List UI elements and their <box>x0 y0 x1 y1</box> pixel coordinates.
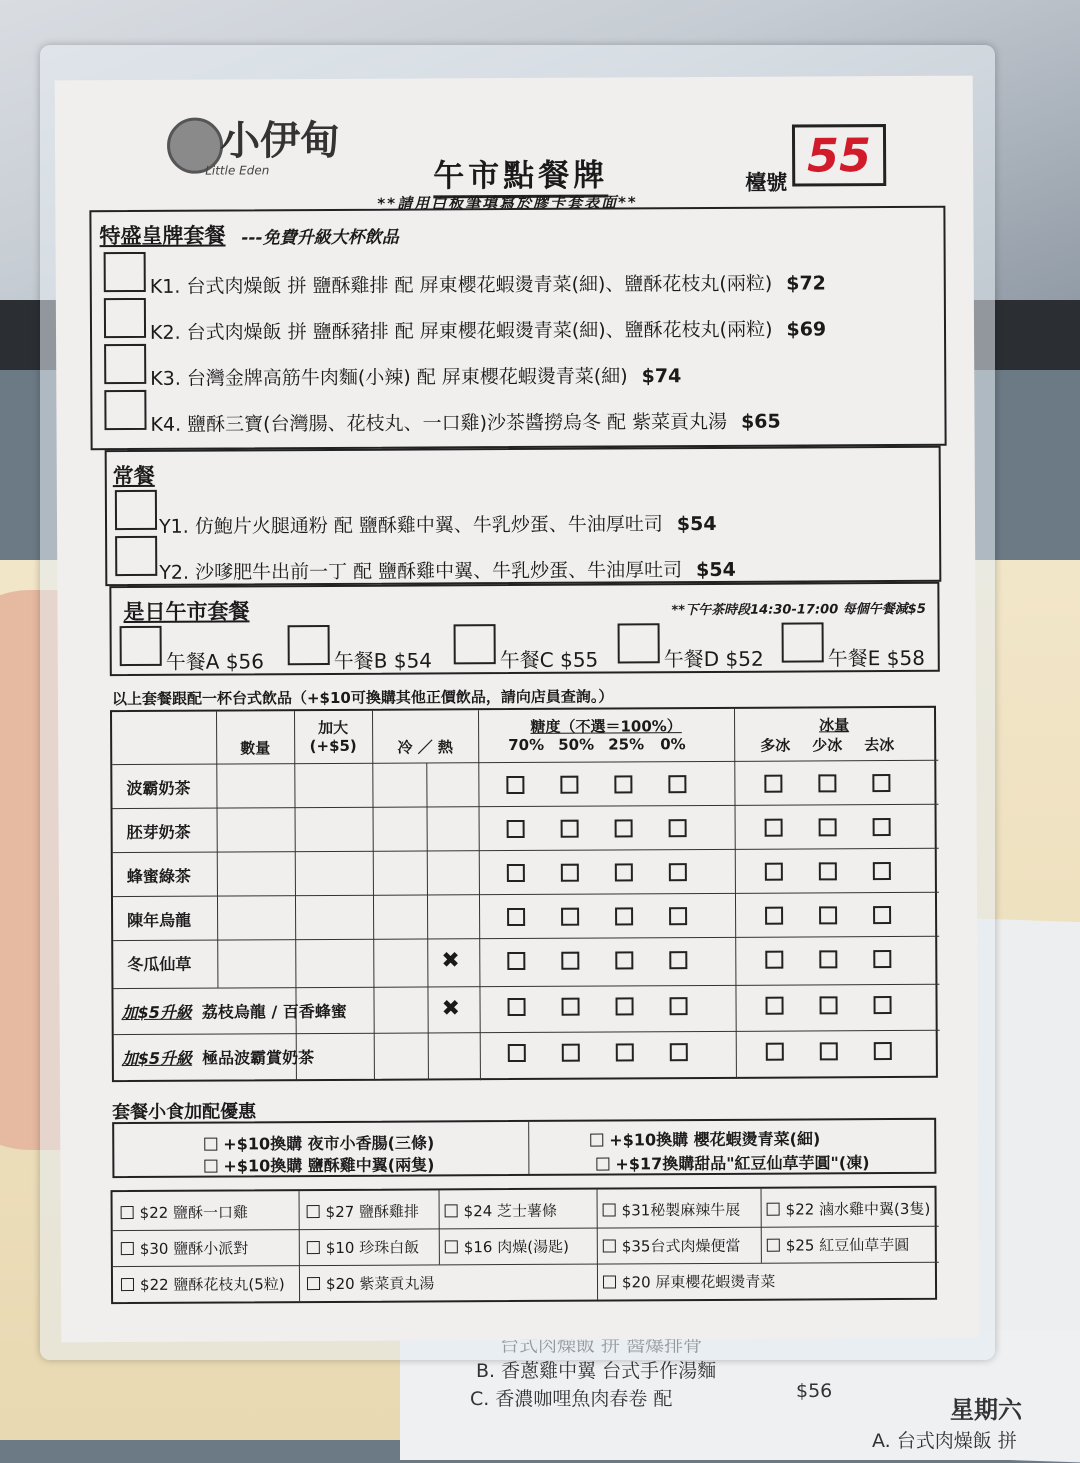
ice-checkbox[interactable] <box>872 774 890 792</box>
snack-checkbox[interactable] <box>590 1134 603 1147</box>
k4-checkbox[interactable] <box>104 390 146 430</box>
sugar-checkbox[interactable] <box>507 820 525 838</box>
individual-item-checkbox[interactable] <box>767 1239 780 1252</box>
sugar-checkbox[interactable] <box>508 1044 526 1062</box>
individual-item-checkbox[interactable] <box>445 1204 458 1217</box>
table-number-label: 檯號 <box>745 170 788 195</box>
drink-name: 冬瓜仙草 <box>127 954 192 975</box>
individual-item-checkbox[interactable] <box>603 1275 616 1288</box>
individual-item: $16 肉燥(湯匙) <box>445 1236 569 1258</box>
sugar-checkbox[interactable] <box>507 864 525 882</box>
lunch-e: 午餐E $58 <box>827 645 925 671</box>
menu-item-y2: Y2. 沙嗲肥牛出前一丁 配 鹽酥雞中翼、牛乳炒蛋、牛油厚吐司 $54 <box>159 558 736 584</box>
menu-item-k2: K2. 台式肉燥飯 拼 鹽酥豬排 配 屏東櫻花蝦燙青菜(細)、鹽酥花枝丸(兩粒) $69 <box>149 318 827 344</box>
lunch-b: 午餐B $54 <box>333 648 433 673</box>
snack-left-2: +$10換購 鹽酥雞中翼(兩隻) <box>204 1152 434 1176</box>
sugar-checkbox[interactable] <box>615 951 633 969</box>
bottom-day: 星期六 <box>950 1396 1022 1424</box>
ice-checkbox[interactable] <box>820 1042 838 1060</box>
sugar-checkbox[interactable] <box>561 908 579 926</box>
k1-checkbox[interactable] <box>104 252 146 292</box>
drink-name-upgrade: 加$5升級 荔枝烏龍 / 百香蜂蜜 <box>121 1001 347 1023</box>
sugar-70: 70% <box>508 735 545 755</box>
sugar-checkbox[interactable] <box>561 952 579 970</box>
lunch-c-checkbox[interactable] <box>454 624 496 664</box>
individual-item: $31秘製麻辣牛展 <box>603 1199 741 1221</box>
drink-name: 蜂蜜綠茶 <box>126 866 191 887</box>
individual-item: $22 滷水雞中翼(3隻) <box>767 1198 931 1220</box>
sugar-checkbox[interactable] <box>562 1044 580 1062</box>
ice-checkbox[interactable] <box>819 862 837 880</box>
daily-title: 是日午市套餐 <box>123 599 250 625</box>
drink-name: 陳年烏龍 <box>127 910 192 931</box>
header-qty: 數量 <box>240 739 271 758</box>
drink-name: 波霸奶茶 <box>126 778 191 799</box>
snacks-title: 套餐小食加配優惠 <box>112 1101 257 1124</box>
ice-checkbox[interactable] <box>765 819 783 837</box>
sugar-checkbox[interactable] <box>561 864 579 882</box>
sugar-checkbox[interactable] <box>560 776 578 794</box>
individual-item: $25 紅豆仙草芋圓 <box>767 1234 910 1256</box>
ice-checkbox[interactable] <box>820 996 838 1014</box>
sugar-checkbox[interactable] <box>561 820 579 838</box>
individual-item: $35台式肉燥便當 <box>603 1235 741 1257</box>
header-temp: 冷 ／ 熱 <box>397 738 453 757</box>
cross-mark: ✖ <box>441 948 460 974</box>
ice-checkbox[interactable] <box>765 863 783 881</box>
drink-name-upgrade: 加$5升級 極品波霸賞奶茶 <box>121 1048 315 1069</box>
sugar-checkbox[interactable] <box>562 998 580 1016</box>
ice-checkbox[interactable] <box>819 906 837 924</box>
individual-items <box>113 1188 935 1294</box>
sugar-checkbox[interactable] <box>669 907 687 925</box>
page-title: 午市點餐牌 <box>433 150 608 199</box>
bottom-line: C. 香濃咖哩魚肉春卷 配 <box>470 1388 673 1410</box>
menu-item-k3: K3. 台灣金牌高筋牛肉麵(小辣) 配 屏東櫻花蝦燙青菜(細) $74 <box>150 365 682 390</box>
regular-title: 常餐 <box>112 463 155 489</box>
bottom-line: B. 香蔥雞中翼 台式手作湯麵 <box>476 1360 717 1382</box>
snack-right-2: +$17換購甜品"紅豆仙草芋圓"(凍) <box>596 1150 869 1174</box>
lunch-e-checkbox[interactable] <box>782 622 824 662</box>
ice-checkbox[interactable] <box>873 950 891 968</box>
sugar-checkbox[interactable] <box>670 997 688 1015</box>
snacks-section <box>112 1118 936 1178</box>
sugar-checkbox[interactable] <box>615 819 633 837</box>
individual-item: $24 芝士薯條 <box>445 1200 558 1222</box>
individual-item-checkbox[interactable] <box>307 1277 320 1290</box>
snack-checkbox[interactable] <box>204 1138 217 1151</box>
cross-mark: ✖ <box>441 996 461 1022</box>
individual-item-checkbox[interactable] <box>307 1205 320 1218</box>
order-sheet <box>55 76 980 1343</box>
lunch-c: 午餐C $55 <box>499 647 599 673</box>
sugar-checkbox[interactable] <box>668 775 686 793</box>
premium-note: ---免費升級大杯飲品 <box>241 227 399 249</box>
drink-name: 胚芽奶茶 <box>126 822 191 843</box>
ice-checkbox[interactable] <box>766 1043 784 1061</box>
sugar-checkbox[interactable] <box>616 1043 634 1061</box>
bottom-price: $56 <box>796 1380 833 1402</box>
ice-checkbox[interactable] <box>819 818 837 836</box>
individual-item: $20 紫菜貢丸湯 <box>307 1272 435 1294</box>
header-upsize-price: (+$5) <box>309 736 357 756</box>
sugar-checkbox[interactable] <box>616 997 634 1015</box>
sugar-checkbox[interactable] <box>508 998 526 1016</box>
sugar-checkbox[interactable] <box>615 863 633 881</box>
individual-item: $27 鹽酥雞排 <box>307 1201 420 1223</box>
ice-checkbox[interactable] <box>764 775 782 793</box>
ice-checkbox[interactable] <box>819 950 837 968</box>
lunch-a: 午餐A $56 <box>165 649 265 674</box>
ice-more: 多冰 <box>760 736 791 755</box>
logo-subtitle: Little Eden <box>205 163 270 178</box>
individual-item: $20 屏東櫻花蝦燙青菜 <box>603 1271 776 1293</box>
daily-lunch-section <box>109 582 939 676</box>
snack-checkbox[interactable] <box>204 1160 217 1173</box>
lunch-a-checkbox[interactable] <box>120 626 162 666</box>
y1-checkbox[interactable] <box>115 490 157 530</box>
page-subtitle: **請用白板筆填寫於膠卡套表面** <box>377 193 638 213</box>
header-sugar: 糖度（不選＝100%） <box>530 717 682 736</box>
lunch-d-checkbox[interactable] <box>618 623 660 663</box>
header-ice: 冰量 <box>819 716 850 735</box>
sugar-checkbox[interactable] <box>669 951 687 969</box>
lunch-d: 午餐D $52 <box>663 646 764 672</box>
drinks-table <box>110 706 938 1082</box>
individual-item: $22 鹽酥一口雞 <box>121 1201 249 1223</box>
individual-item-checkbox[interactable] <box>445 1240 458 1253</box>
table-number-field[interactable]: 55 <box>792 124 886 186</box>
snack-checkbox[interactable] <box>596 1158 609 1171</box>
premium-title: 特盛皇牌套餐 <box>99 223 226 249</box>
snack-right-1: +$10換購 櫻花蝦燙青菜(細) <box>590 1126 820 1150</box>
individual-item-checkbox[interactable] <box>121 1242 134 1255</box>
menu-item-k4: K4. 鹽酥三寶(台灣腸、花枝丸、一口雞)沙茶醬撈烏冬 配 紫菜貢丸湯 $65 <box>150 410 781 436</box>
menu-item-k1: K1. 台式肉燥飯 拼 鹽酥雞排 配 屏東櫻花蝦燙青菜(細)、鹽酥花枝丸(兩粒) $72 <box>149 272 826 298</box>
daily-note: **下午茶時段14:30-17:00 每個午餐減$5 <box>671 601 926 619</box>
individual-item-checkbox[interactable] <box>603 1239 616 1252</box>
individual-item: $22 鹽酥花枝丸(5粒) <box>121 1273 285 1295</box>
sugar-checkbox[interactable] <box>669 863 687 881</box>
header-upsize: 加大 <box>318 718 349 738</box>
menu-item-y1: Y1. 仿鮑片火腿通粉 配 鹽酥雞中翼、牛乳炒蛋、牛油厚吐司 $54 <box>158 512 717 538</box>
logo-text: 小伊甸 <box>219 116 341 165</box>
sugar-checkbox[interactable] <box>615 907 633 925</box>
sugar-25: 25% <box>608 735 645 754</box>
ice-checkbox[interactable] <box>766 997 784 1015</box>
sugar-0: 0% <box>660 735 686 754</box>
ice-checkbox[interactable] <box>873 906 891 924</box>
individual-items-section <box>111 1186 938 1304</box>
ice-checkbox[interactable] <box>874 996 892 1014</box>
sugar-checkbox[interactable] <box>507 952 525 970</box>
ice-less: 少冰 <box>812 736 843 755</box>
individual-item: $30 鹽酥小派對 <box>121 1237 249 1259</box>
ice-checkbox[interactable] <box>873 818 891 836</box>
individual-item-checkbox[interactable] <box>603 1203 616 1216</box>
snack-left-1: +$10換購 夜市小香腸(三條) <box>204 1130 434 1154</box>
sugar-checkbox[interactable] <box>507 908 525 926</box>
individual-item-checkbox[interactable] <box>767 1203 780 1216</box>
k2-checkbox[interactable] <box>104 298 146 338</box>
sugar-checkbox[interactable] <box>670 1043 688 1061</box>
sugar-checkbox[interactable] <box>506 776 524 794</box>
ice-checkbox[interactable] <box>765 907 783 925</box>
ice-none: 去冰 <box>864 736 895 755</box>
sugar-checkbox[interactable] <box>614 775 632 793</box>
individual-item-checkbox[interactable] <box>307 1241 320 1254</box>
drinks-note: 以上套餐跟配一杯台式飲品（+$10可換購其他正價飲品，請向店員查詢。） <box>111 687 614 709</box>
ice-checkbox[interactable] <box>874 1042 892 1060</box>
individual-item: $10 珍珠白飯 <box>307 1237 420 1259</box>
ice-checkbox[interactable] <box>818 774 836 792</box>
lunch-b-checkbox[interactable] <box>288 625 330 665</box>
ice-checkbox[interactable] <box>765 951 783 969</box>
regular-section <box>105 446 942 586</box>
individual-item-checkbox[interactable] <box>121 1278 134 1291</box>
y2-checkbox[interactable] <box>115 536 157 576</box>
individual-item-checkbox[interactable] <box>121 1206 134 1219</box>
sugar-checkbox[interactable] <box>669 819 687 837</box>
premium-section <box>89 206 946 450</box>
sugar-50: 50% <box>558 735 595 754</box>
k3-checkbox[interactable] <box>104 344 146 384</box>
bottom-right: A. 台式肉燥飯 拼 <box>872 1430 1017 1452</box>
ice-checkbox[interactable] <box>873 862 891 880</box>
